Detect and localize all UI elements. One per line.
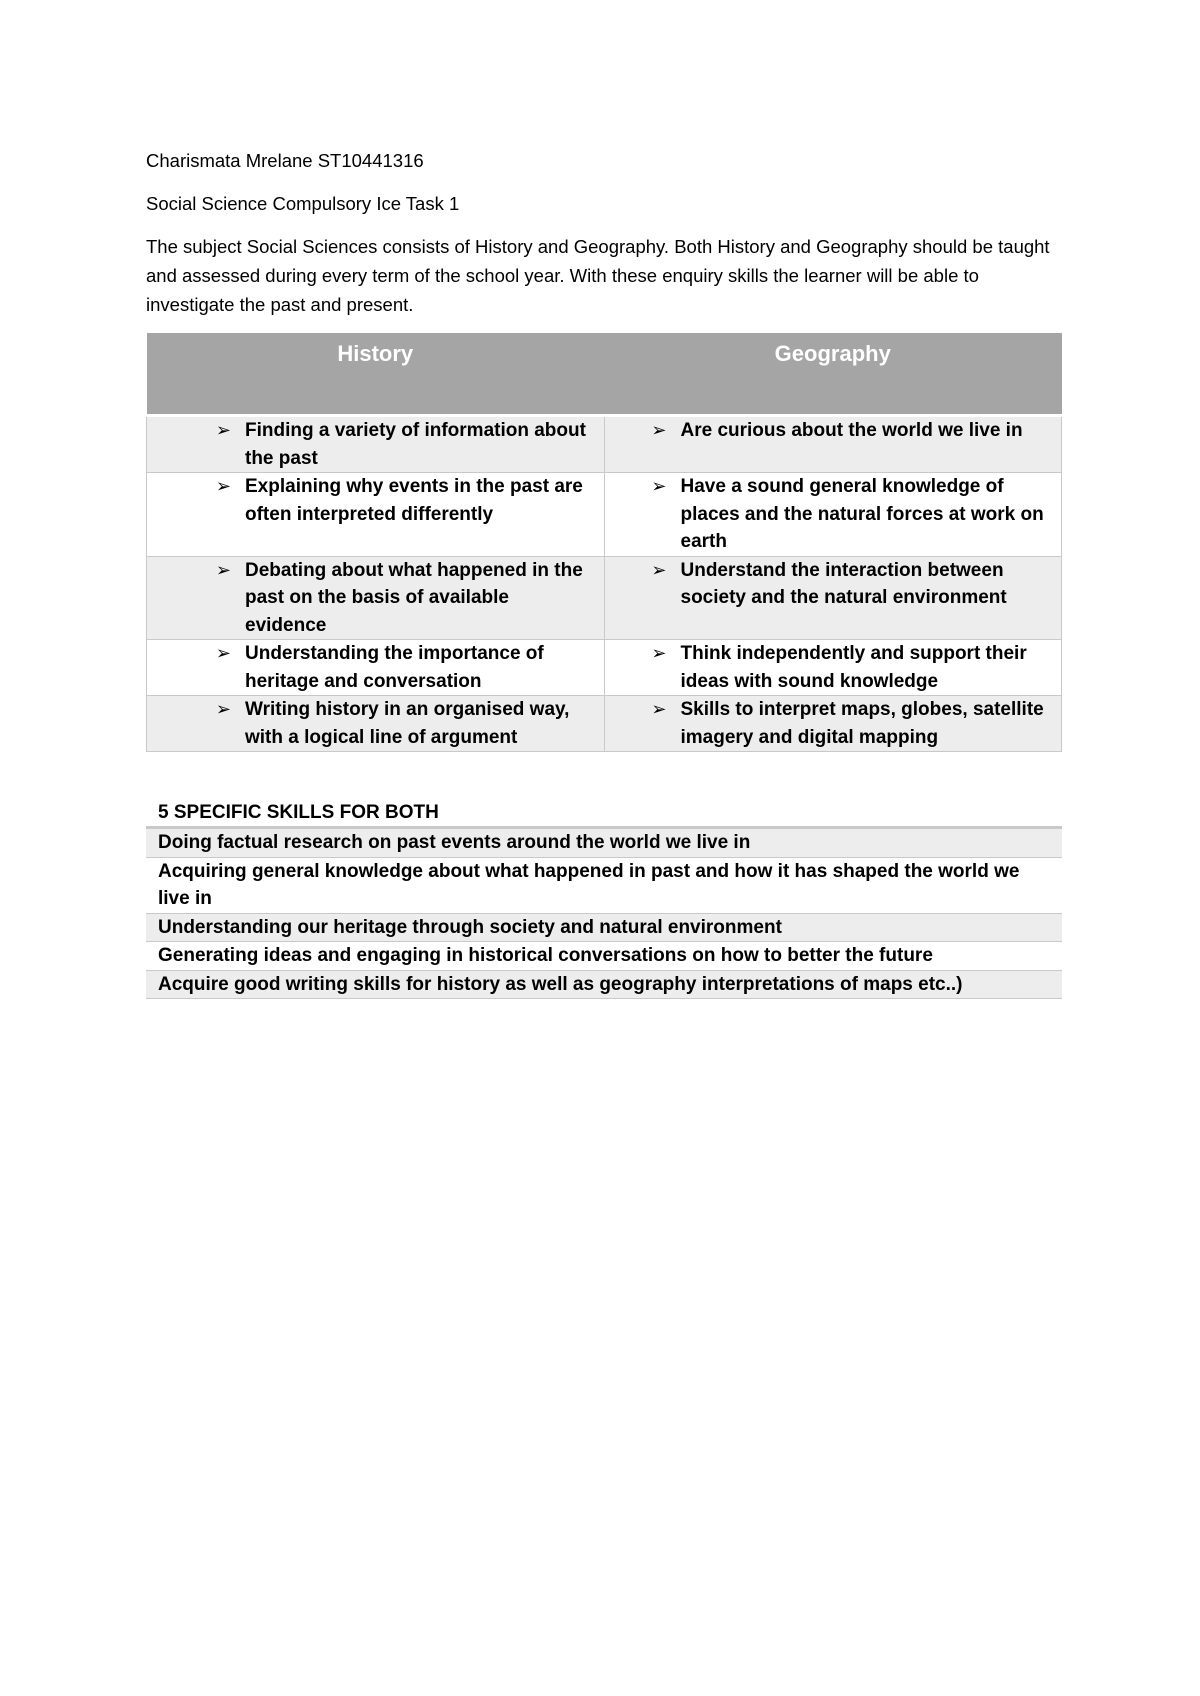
table-row	[147, 696, 1062, 752]
arrow-bullet-icon: ➢	[651, 420, 667, 440]
skill-item: Acquire good writing skills for history as well as geography interpretations of maps etc..)	[146, 970, 1062, 999]
table-row	[146, 857, 1062, 913]
arrow-bullet-icon: ➢	[215, 559, 231, 580]
geography-cell: ➢ Skills to interpret maps, globes, satellite imagery and digital mapping	[604, 696, 1062, 752]
geography-cell: ➢ Are curious about the world we live in	[604, 416, 1062, 473]
table-row	[147, 640, 1062, 696]
history-cell: ➢ Debating about what happened in the past on the basis of available evidence	[147, 556, 605, 640]
geography-header: Geography	[604, 333, 1062, 416]
arrow-bullet-icon: ➢	[651, 699, 667, 719]
arrow-bullet-icon: ➢	[215, 699, 231, 719]
arrow-bullet-icon: ➢	[651, 643, 667, 663]
skill-item: Understanding our heritage through society and natural environment	[146, 913, 1062, 942]
skills-table	[146, 826, 1062, 999]
skills-title: 5 SPECIFIC SKILLS FOR BOTH	[158, 802, 439, 823]
table-row	[146, 913, 1062, 942]
skill-item: Generating ideas and engaging in historical conversations on how to better the future	[146, 942, 1062, 971]
intro-paragraph: The subject Social Sciences consists of History and Geography. Both History and Geography should be taught and assessed during every term of the school year. With these enquiry skills the learner will be able to investigate the past and present.	[146, 236, 1050, 315]
table-row	[147, 416, 1062, 473]
skill-item: Doing factual research on past events around the world we live in	[146, 828, 1062, 858]
skill-item: Acquiring general knowledge about what happened in past and how it has shaped the world we live in	[146, 857, 1062, 913]
history-cell: ➢ Finding a variety of information about the past	[147, 416, 605, 473]
history-geography-table	[146, 333, 1062, 752]
geography-cell: ➢ Have a sound general knowledge of places and the natural forces at work on earth	[604, 473, 1062, 557]
history-cell: ➢ Explaining why events in the past are often interpreted differently	[147, 473, 605, 557]
geography-cell: ➢ Understand the interaction between society and the natural environment	[604, 556, 1062, 640]
arrow-bullet-icon: ➢	[651, 559, 667, 580]
geography-cell: ➢ Think independently and support their ideas with sound knowledge	[604, 640, 1062, 696]
table-row	[147, 473, 1062, 557]
table-row	[146, 970, 1062, 999]
history-cell: ➢ Writing history in an organised way, with a logical line of argument	[147, 696, 605, 752]
table-row	[146, 942, 1062, 971]
arrow-bullet-icon: ➢	[215, 476, 231, 496]
history-header: History	[147, 333, 605, 416]
author-line: Charismata Mrelane ST10441316	[146, 150, 424, 171]
task-title: Social Science Compulsory Ice Task 1	[146, 193, 460, 214]
document-content	[146, 146, 1062, 999]
table-row	[146, 828, 1062, 858]
arrow-bullet-icon: ➢	[651, 476, 667, 496]
history-cell: ➢ Understanding the importance of heritage and conversation	[147, 640, 605, 696]
table-row	[147, 556, 1062, 640]
arrow-bullet-icon: ➢	[215, 420, 231, 440]
arrow-bullet-icon: ➢	[215, 643, 231, 663]
